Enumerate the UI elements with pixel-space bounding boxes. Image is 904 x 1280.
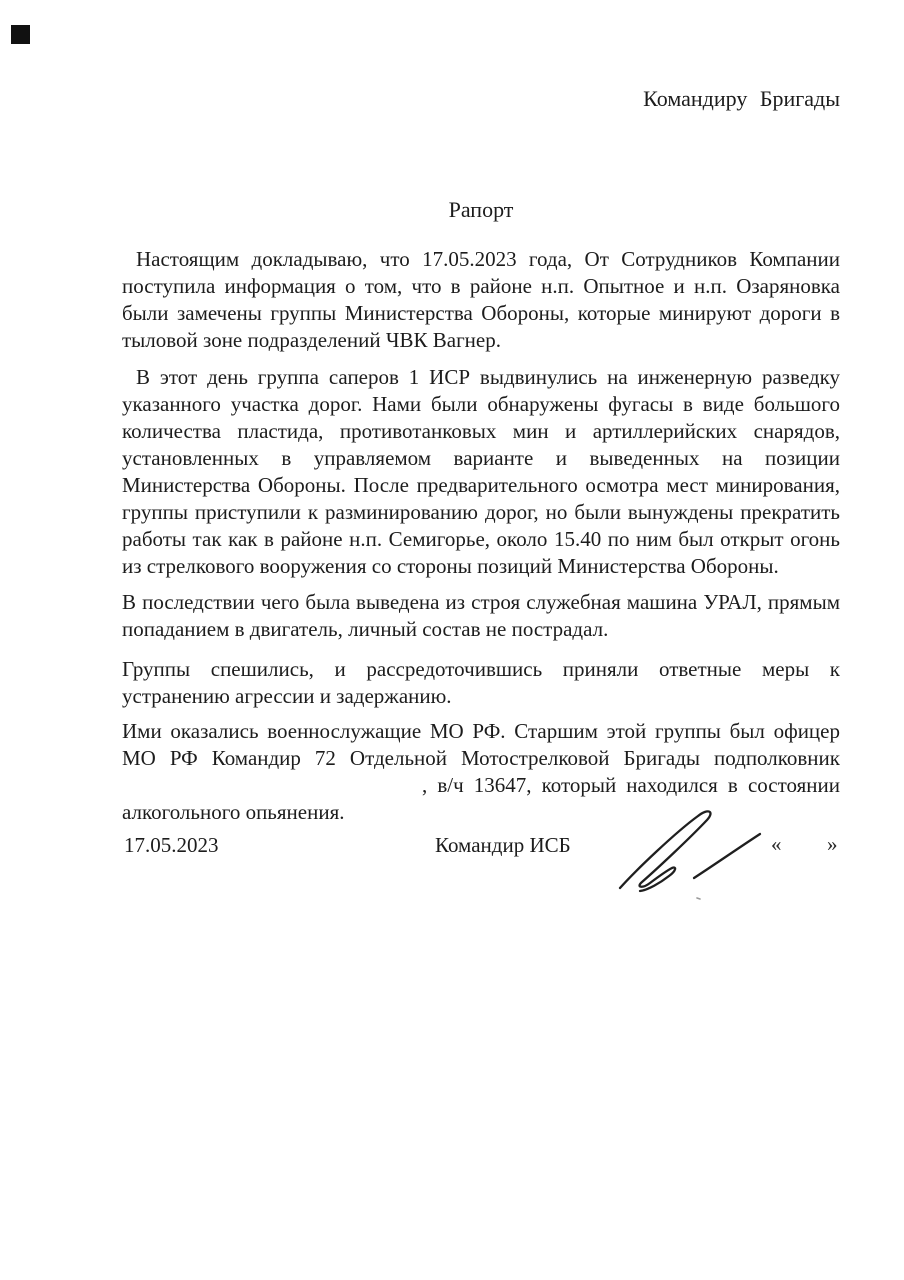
quote-close-mark: » [827,832,838,856]
text-line: МО РФ Командир 72 Отдельной Мотострелковой Бригады подполковник [122,746,840,770]
text-line: Настоящим докладываю, что 17.05.2023 года, От Сотрудников Компании [136,247,840,271]
text-line: алкогольного опьянения. [122,800,345,824]
text-line: В последствии чего была выведена из строя служебная машина УРАЛ, прямым [122,590,840,614]
signer-title: Командир ИСБ [435,833,571,857]
text-line: , в/ч 13647, который находился в состоянии [422,773,840,797]
text-line: работы так как в районе н.п. Семигорье, около 15.40 по ним был открыт огонь [122,527,840,551]
text-line: количества пластида, противотанковых мин и артиллерийских снарядов, [122,419,840,443]
text-line: Министерства Обороны. После предварительного осмотра мест минирования, [122,473,840,497]
text-line: были замечены группы Министерства Обороны, которые минируют дороги в [122,301,840,325]
paragraph [122,246,840,354]
paragraph [122,589,840,643]
text-line: указанного участка дорог. Нами были обнаружены фугасы в виде большого [122,392,840,416]
text-line: устранению агрессии и задержанию. [122,684,452,708]
quote-open-mark: « [771,832,782,856]
text-line: попаданием в двигатель, личный состав не пострадал. [122,617,609,641]
text-line: В этот день группа саперов 1 ИСР выдвинулись на инженерную разведку [136,365,840,389]
text-line: установленных в управляемом варианте и выведенных на позиции [122,446,840,470]
text-line: тыловой зоне подразделений ЧВК Вагнер. [122,328,501,352]
recipient-line: Командиру Бригады [643,86,840,111]
text-line: поступила информация о том, что в районе н.п. Опытное и н.п. Озаряновка [122,274,840,298]
text-line: из стрелкового вооружения со стороны позиций Министерства Обороны. [122,554,779,578]
text-line: группы приступили к разминированию дорог, но были вынуждены прекратить [122,500,840,524]
report-date: 17.05.2023 [124,833,219,857]
scan-artifact-square [11,25,30,44]
text-line: Группы спешились, и рассредоточившись приняли ответные меры к [122,657,840,681]
document-title: Рапорт [448,197,514,222]
document-body [122,0,840,1280]
paragraph [122,718,840,826]
paragraph [122,656,840,710]
paragraph [122,364,840,580]
text-line: Ими оказались военнослужащие МО РФ. Старшим этой группы был офицер [122,719,840,743]
